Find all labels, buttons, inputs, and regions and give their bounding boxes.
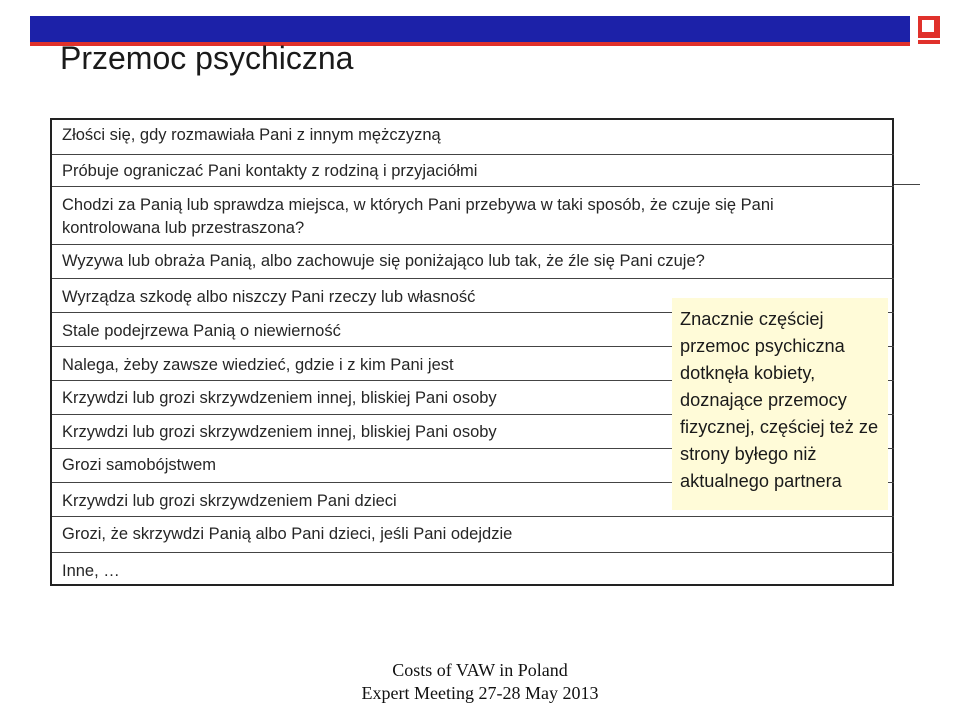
row-divider [52,516,894,517]
row-divider [52,278,894,279]
list-item: Wyzywa lub obraża Panią, albo zachowuje się poniżająco lub tak, że źle się Pani czuje? [62,252,705,270]
list-item: Grozi samobójstwem [62,456,217,474]
corner-square-icon [922,20,934,32]
row-divider [52,244,894,245]
top-decorative-bar [30,16,910,42]
list-item: Chodzi za Panią lub sprawdza miejsca, w których Pani przebywa w taki sposób, że czuje się Pani kontrolowana lub przestraszona? [62,196,774,237]
list-item: Grozi, że skrzywdzi Panią albo Pani dzieci, jeśli Pani odejdzie [62,525,513,543]
slide-title: Przemoc psychiczna [60,40,354,76]
list-item: Nalega, żeby zawsze wiedzieć, gdzie i z kim Pani jest [62,356,454,374]
callout-box: Znacznie częściej przemoc psychiczna dotknęła kobiety, doznające przemocy fizycznej, częściej też ze strony byłego niż aktualnego partnera [672,298,888,510]
footer-line-1: Costs of VAW in Poland [392,660,568,680]
list-item: Wyrządza szkodę albo niszczy Pani rzeczy lub własność [62,288,476,306]
row-divider [52,186,894,187]
list-item: Inne, … [62,562,120,580]
list-item: Krzywdzi lub grozi skrzywdzeniem innej, bliskiej Pani osoby [62,389,497,407]
list-item: Próbuje ograniczać Pani kontakty z rodziną i przyjaciółmi [62,162,478,180]
list-item: Złości się, gdy rozmawiała Pani z innym mężczyzną [62,126,441,144]
list-item: Krzywdzi lub grozi skrzywdzeniem Pani dzieci [62,492,397,510]
row-divider [52,552,894,553]
row-divider [52,154,894,155]
list-item: Stale podejrzewa Panią o niewierność [62,322,341,340]
corner-accent [918,40,940,44]
list-item: Krzywdzi lub grozi skrzywdzeniem innej, bliskiej Pani osoby [62,423,497,441]
footer-line-2: Expert Meeting 27-28 May 2013 [361,683,599,703]
divider-extension [894,184,920,185]
